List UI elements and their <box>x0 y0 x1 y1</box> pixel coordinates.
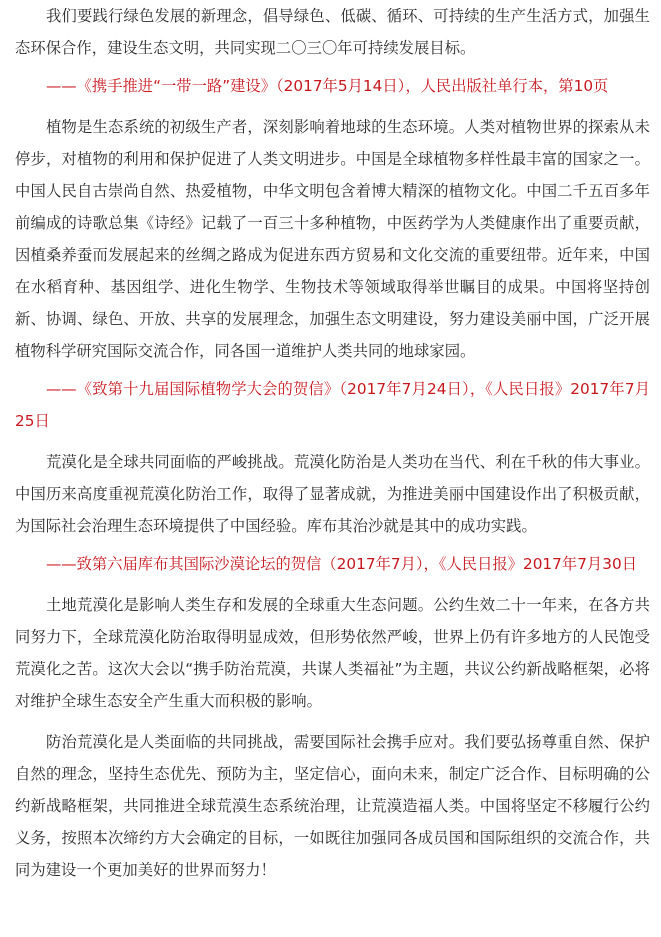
paragraph-land-desertification: 土地荒漠化是影响人类生存和发展的全球重大生态问题。公约生效二十一年来，在各方共同努力下，全球荒漠化防治取得明显成效，但形势依然严峻，世界上仍有许多地方的人民饱受荒漠化之苦。这次大会以“携手防治荒漠，共谋人类福祉”为主题，共议公约新战略框架，必将对维护全球生态安全产生重大而积极的影响。 <box>15 596 650 710</box>
paragraph-combating-desertification: 防治荒漠化是人类面临的共同挑战，需要国际社会携手应对。我们要弘扬尊重自然、保护自然的理念，坚持生态优先、预防为主，坚定信心，面向未来，制定广泛合作、目标明确的公约新战略框架，共同推进全球荒漠生态系统治理，让荒漠造福人类。中国将坚定不移履行公约义务，按照本次缔约方大会确定的目标，一如既往加强同各成员国和国际组织的交流合作，共同为建设一个更加美好的世界而努力！ <box>15 733 650 879</box>
spacer <box>15 580 650 589</box>
spacer <box>15 717 650 726</box>
paragraph-plants: 植物是生态系统的初级生产者，深刻影响着地球的生态环境。人类对植物世界的探索从未停步，对植物的利用和保护促进了人类文明进步。中国是全球植物多样性最丰富的国家之一。中国人民自古崇尚自然、热爱植物，中华文明包含着博大精深的植物文化。中国二千五百多年前编成的诗歌总集《诗经》记载了一百三十多种植物，中医药学为人类健康作出了重要贡献，因植桑养蚕而发展起来的丝绸之路成为促进东西方贸易和文化交流的重要纽带。近年来，中国在水稻育种、基因组学、进化生物学、生物技术等领域取得举世瞩目的成果。中国将坚持创新、协调、绿色、开放、共享的发展理念，加强生态文明建设，努力建设美丽中国，广泛开展植物科学研究国际交流合作，同各国一道维护人类共同的地球家园。 <box>15 118 650 360</box>
source-citation-belt-and-road: ——《携手推进“一带一路”建设》（2017年5月14日），人民出版社单行本，第10页 <box>46 77 609 95</box>
source-citation-botanical-congress: ——《致第十九届国际植物学大会的贺信》（2017年7月24日），《人民日报》2017年7月25日 <box>15 380 650 430</box>
paragraph-green-development: 我们要践行绿色发展的新理念，倡导绿色、低碳、循环、可持续的生产生活方式，加强生态环保合作，建设生态文明，共同实现二〇三〇年可持续发展目标。 <box>15 7 650 57</box>
paragraph-desertification: 荒漠化是全球共同面临的严峻挑战。荒漠化防治是人类功在当代、利在千秋的伟大事业。中国历来高度重视荒漠化防治工作，取得了显著成就，为推进美丽中国建设作出了积极贡献，为国际社会治理生态环境提供了中国经验。库布其治沙就是其中的成功实践。 <box>15 453 650 535</box>
spacer <box>15 437 650 446</box>
spacer <box>15 102 650 111</box>
source-citation-kubuqi-forum: ——致第六届库布其国际沙漠论坛的贺信（2017年7月），《人民日报》2017年7月30日 <box>46 555 637 573</box>
